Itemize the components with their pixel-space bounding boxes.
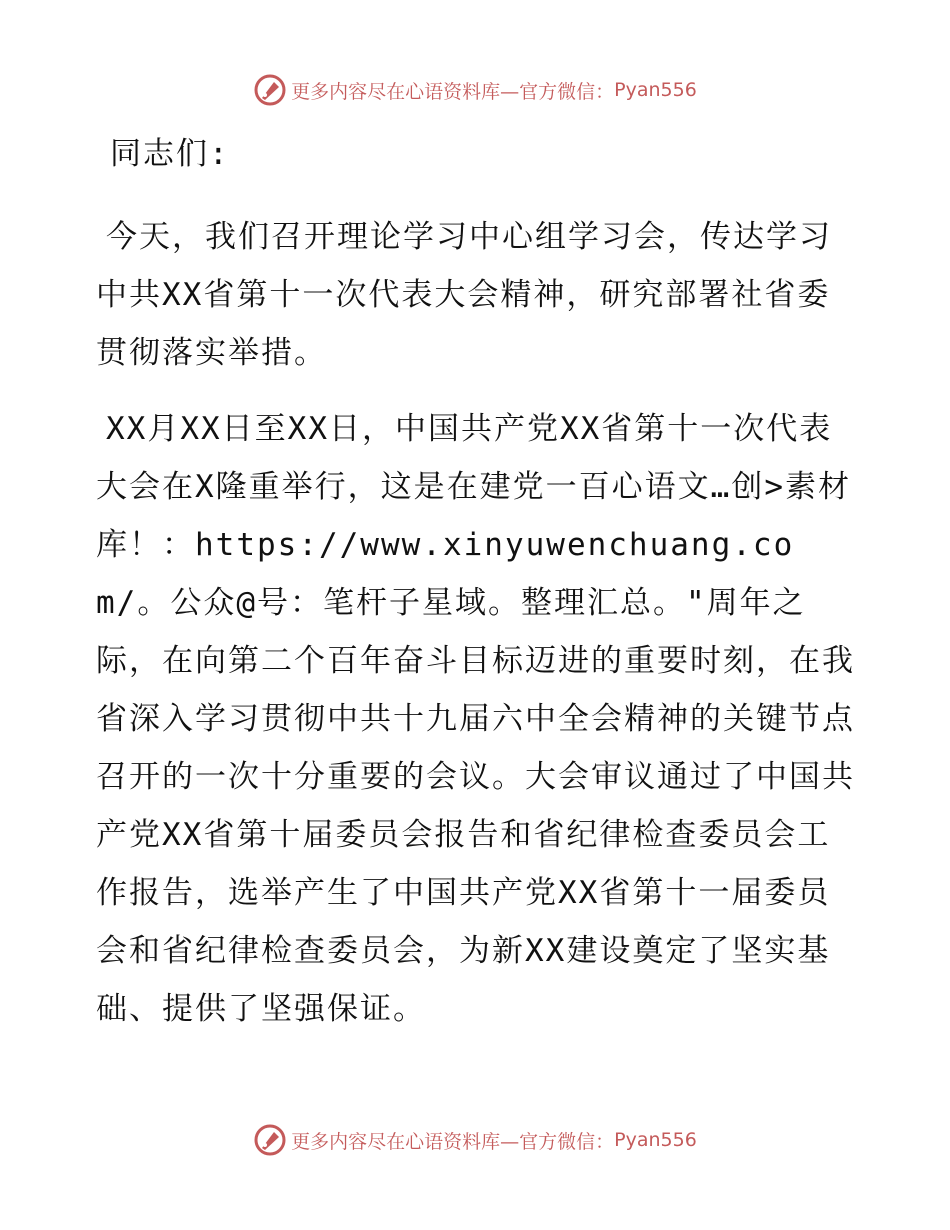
header-banner-text: 更多内容尽在心语资料库—官方微信： — [291, 80, 615, 103]
footer-banner-text: 更多内容尽在心语资料库—官方微信： — [291, 1130, 615, 1153]
greeting: 同志们: — [110, 136, 230, 172]
paragraph-1: 今天，我们召开理论学习中心组学习会，传达学习中共XX省第十一次代表大会精神，研究部署社省委贯彻落实举措。 — [96, 219, 832, 371]
paragraph-2: XX月XX日至XX日，中国共产党XX省第十一次代表大会在X隆重举行，这是在建党一百心语文…创>素材库！：https://www.xinyuwenchuang.com/。公众@号：笔杆子星域。整理汇总。"周年之际，在向第二个百年奋斗目标迈进的重要时刻，在我省深入学习贯彻中共十九届六中全会精神的关键节点召开的一次十分重要的会议。大会审议通过了中国共产党XX省第十届委员会报告和省纪律检查委员会工作报告，选举产生了中国共产党XX省第十一届委员会和省纪律检查委员会，为新XX建设奠定了坚实基础、提供了坚强保证。 — [96, 411, 855, 1027]
document-body — [96, 120, 856, 1038]
footer-wechat-id: Pyan556 — [614, 1129, 697, 1151]
footer-banner — [0, 1120, 950, 1160]
pen-nib-logo-icon — [253, 1123, 287, 1157]
header-wechat-id: Pyan556 — [614, 79, 697, 101]
header-banner — [0, 70, 950, 110]
pen-nib-logo-icon — [253, 73, 287, 107]
